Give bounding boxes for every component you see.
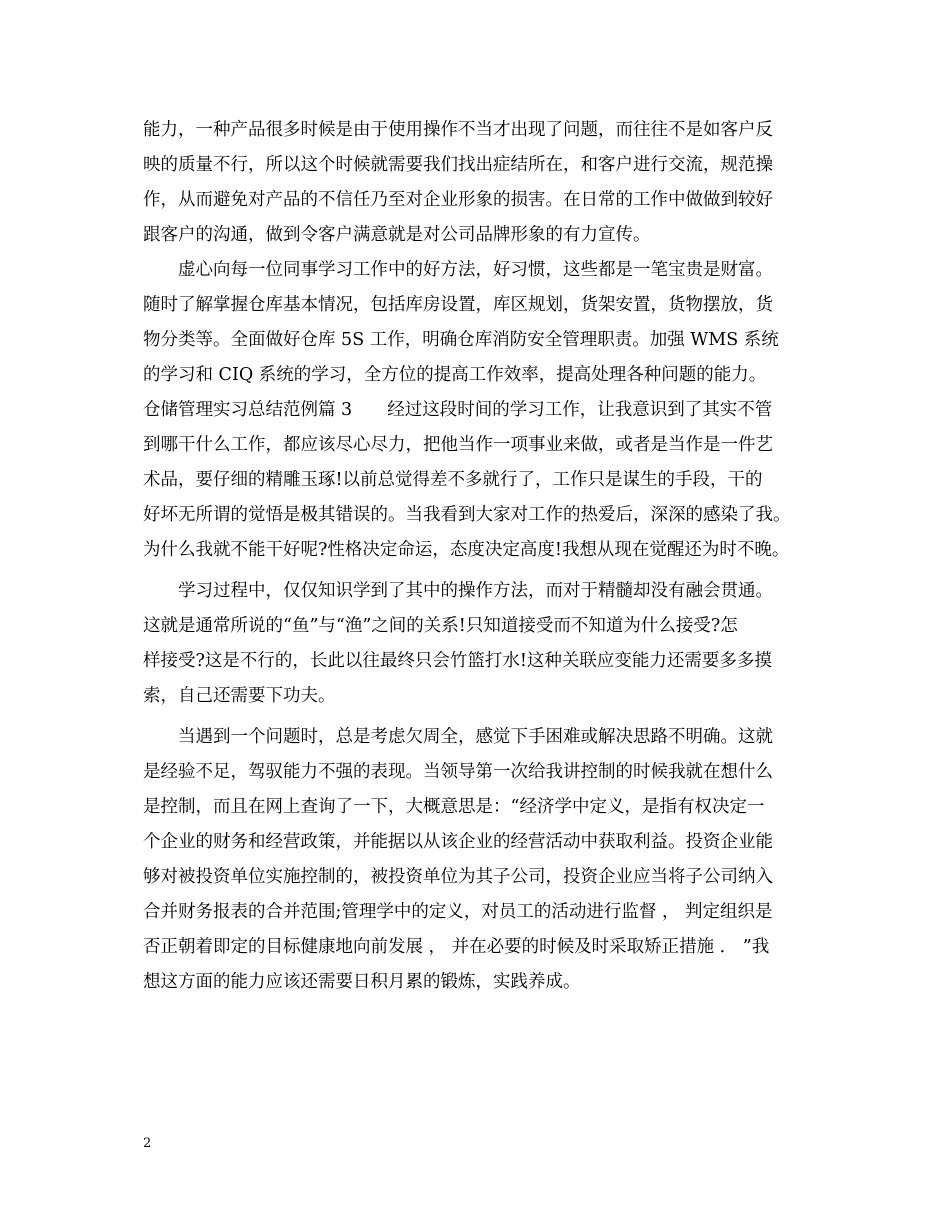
text-line: 否正朝着即定的目标健康地向前发展 ， 并在必要的时候及时采取矫正措施 ． ”我 (143, 937, 770, 957)
text-line: 虚心向每一位同事学习工作中的好方法，好习惯，这些都是一笔宝贵是财富。 (143, 260, 773, 280)
text-line: 能力，一种产品很多时候是由于使用操作不当才出现了问题，而往往不是如客户反 (143, 120, 773, 140)
paragraph-1 (143, 113, 829, 253)
text-line: 跟客户的沟通，做到令客户满意就是对公司品牌形象的有力宣传。 (143, 225, 651, 245)
text-line: 样接受?这是不行的，长此以往最终只会竹篮打水!这种关联应变能力还需要多多摸 (143, 651, 772, 671)
text-line: 当遇到一个问题时，总是考虑欠周全，感觉下手困难或解决思路不明确。这就 (143, 727, 773, 747)
text-line: 为什么我就不能干好呢?性格决定命运，态度决定高度!我想从现在觉醒还为时不晚。 (143, 540, 790, 560)
text-line: 是经验不足，驾驭能力不强的表现。当领导第一次给我讲控制的时候我就在想什么 (143, 762, 773, 782)
text-line: 这就是通常所说的“鱼”与“渔”之间的关系!只知道接受而不知道为什么接受?怎 (143, 616, 738, 636)
text-line: 合并财务报表的合并范围;管理学中的定义，对员工的活动进行监督 ， 判定组织是 (143, 902, 773, 922)
text-line: 随时了解掌握仓库基本情况，包括库房设置，库区规划，货架安置，货物摆放，货 (143, 295, 773, 315)
text-line: 够对被投资单位实施控制的，被投资单位为其子公司，投资企业应当将子公司纳入 (143, 867, 773, 887)
text-line: 索，自己还需要下功夫。 (143, 686, 336, 706)
text-line: 的学习和 CIQ 系统的学习，全方位的提高工作效率，提高处理各种问题的能力。 (143, 365, 767, 385)
text-line: 映的质量不行，所以这个时候就需要我们找出症结所在，和客户进行交流，规范操 (143, 155, 773, 175)
text-line: 是控制，而且在网上查询了一下，大概意思是：“经济学中定义，是指有权决定一 (143, 797, 765, 817)
text-line: 想这方面的能力应该还需要日积月累的锻炼，实践养成。 (143, 972, 581, 992)
paragraph-3 (143, 574, 829, 714)
section-heading-line: 仓储管理实习总结范例篇 3 经过这段时间的学习工作，让我意识到了其实不管 (143, 400, 773, 420)
text-line: 到哪干什么工作，都应该尽心尽力，把他当作一项事业来做，或者是当作是一件艺 (143, 435, 773, 455)
paragraph-4 (143, 720, 829, 1000)
text-line: 物分类等。全面做好仓库 5S 工作，明确仓库消防安全管理职责。加强 WMS 系统 (143, 330, 779, 350)
text-line: 学习过程中，仅仅知识学到了其中的操作方法，而对于精髓却没有融会贯通。 (143, 581, 773, 601)
page-number: 2 (143, 1136, 152, 1151)
text-line: 好坏无所谓的觉悟是极其错误的。当我看到大家对工作的热爱后，深深的感染了我。 (143, 505, 791, 525)
paragraph-2 (143, 253, 829, 568)
text-line: 个企业的财务和经营政策，并能据以从该企业的经营活动中获取利益。投资企业能 (143, 832, 773, 852)
text-line: 术品，要仔细的精雕玉琢!以前总觉得差不多就行了，工作只是谋生的手段，干的 (143, 470, 763, 490)
text-line: 作，从而避免对产品的不信任乃至对企业形象的损害。在日常的工作中做做到较好 (143, 190, 773, 210)
body-text (143, 113, 829, 1000)
